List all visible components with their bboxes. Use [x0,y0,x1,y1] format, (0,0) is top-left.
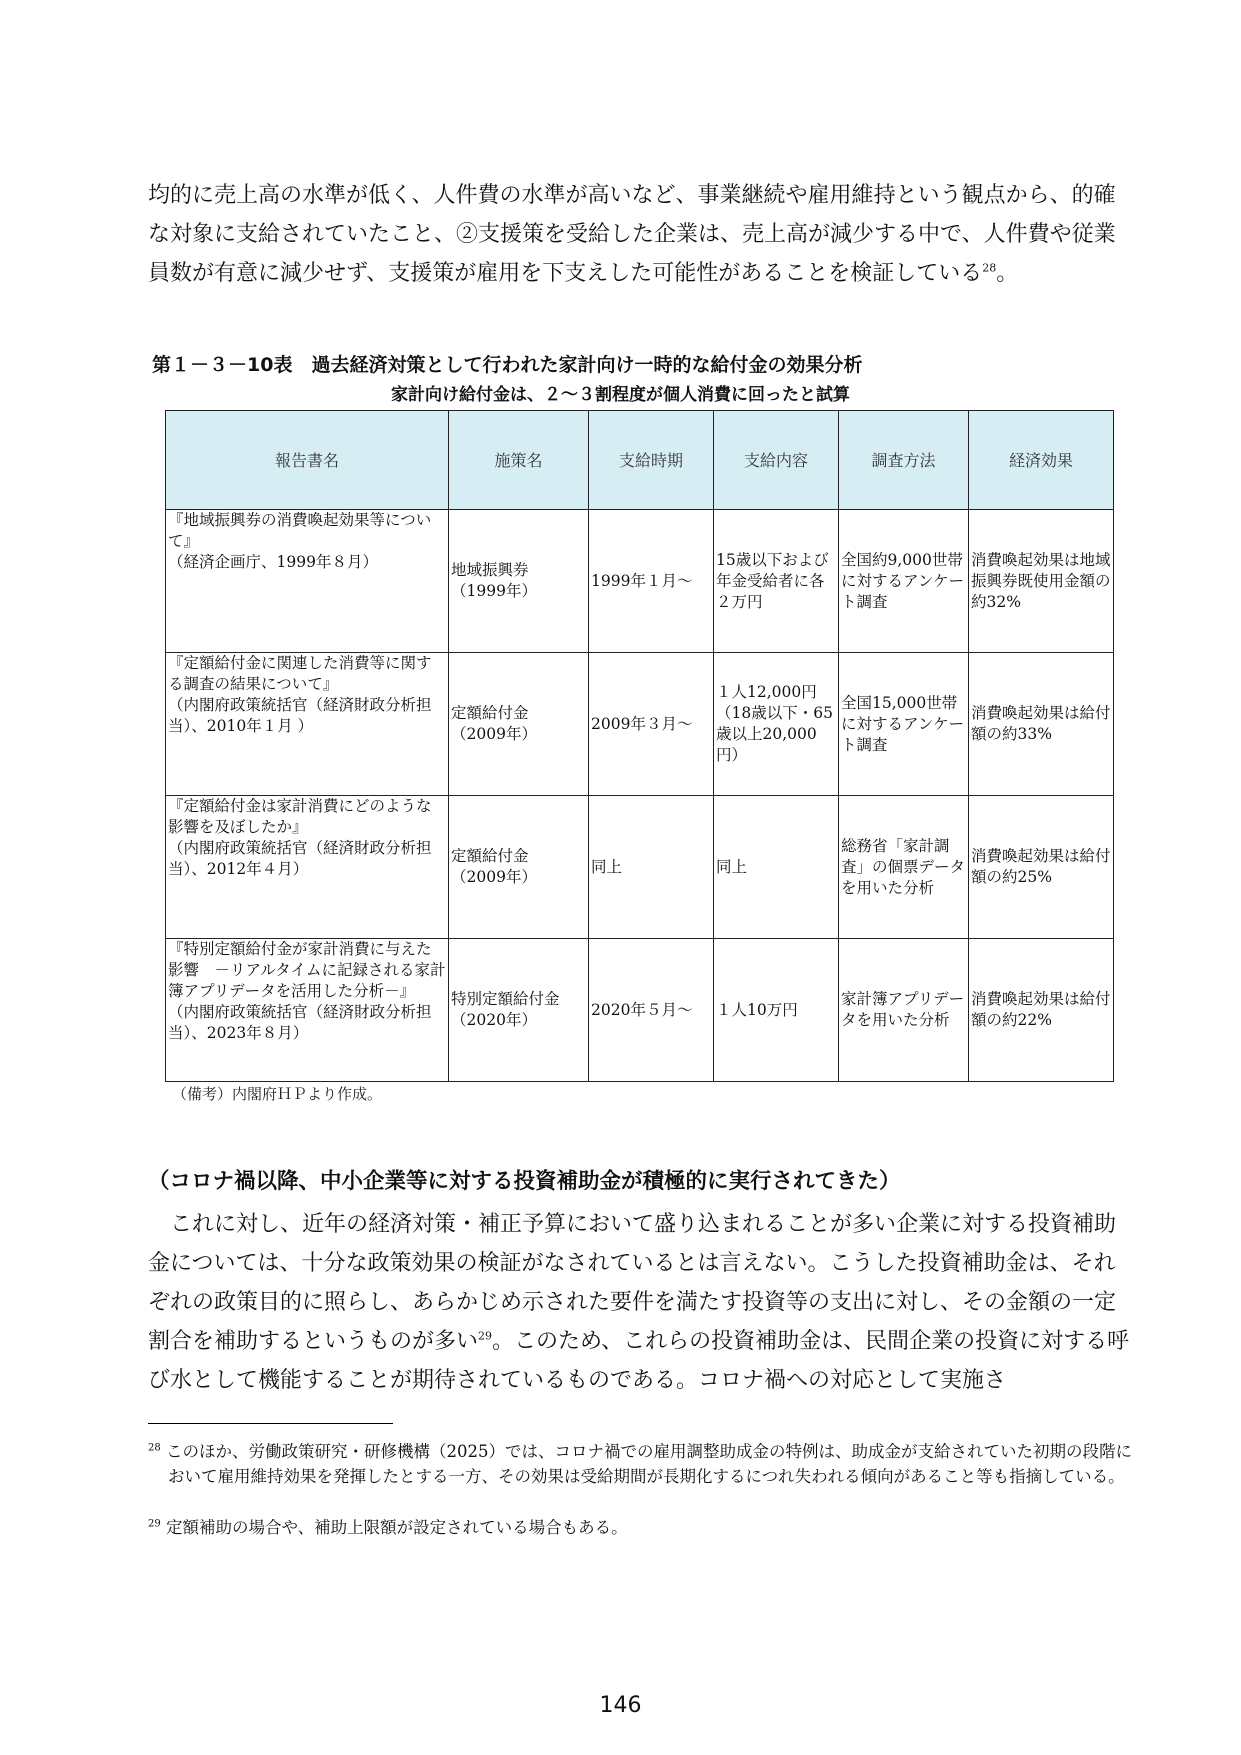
section-body-text-continued: 。このため、これらの投資補助金は、民間企業の投資に対する呼び水として機能することが期待されているものである。コロナ禍への対応として実施さ [148,1329,1130,1393]
cell-method: 全国約9,000世帯に対するアンケート調査 [839,510,969,653]
section-heading: （コロナ禍以降、中小企業等に対する投資補助金が積極的に実行されてきた） [148,1169,901,1194]
cell-effect: 消費喚起効果は地域振興券既使用金額の約32% [969,510,1114,653]
section-body-text: これに対し、近年の経済対策・補正予算において盛り込まれることが多い企業に対する投資補助金については、十分な政策効果の検証がなされているとは言えない。こうした投資補助金は、それぞれの政策目的に照らし、あらかじめ示された要件を満たす投資等の支出に対し、その金額の一定割合を補助するというものが多い [148,1212,1117,1354]
cell-measure: 特別定額給付金 （2020年） [449,939,589,1082]
table-row [166,653,1114,796]
cell-measure: 定額給付金 （2009年） [449,653,589,796]
footnote-text: このほか、労働政策研究・研修機構（2025）では、コロナ禍での雇用調整助成金の特例は、助成金が支給されていた初期の段階において雇用維持効果を発揮したとする一方、その効果は受給期間が長期化するにつれ失われる傾向があること等も指摘している。 [165,1442,1132,1486]
section-body [148,1205,1133,1400]
footnote-text: 定額補助の場合や、補助上限額が設定されている場合もある。 [165,1518,628,1537]
cell-method: 家計簿アプリデータを用いた分析 [839,939,969,1082]
cell-effect: 消費喚起効果は給付額の約33% [969,653,1114,796]
table-row [166,939,1114,1082]
footnote-divider [148,1423,393,1424]
header-effect: 経済効果 [969,411,1114,510]
cell-content: １人12,000円 （18歳以下・65歳以上20,000円） [714,653,839,796]
intro-text: 均的に売上高の水準が低く、人件費の水準が高いなど、事業継続や雇用維持という観点から、的確な対象に支給されていたこと、②支援策を受給した企業は、売上高が減少する中で、人件費や従業員数が有意に減少せず、支援策が雇用を下支えした可能性があることを検証している [148,183,1116,286]
intro-paragraph [148,176,1133,293]
header-method: 調査方法 [839,411,969,510]
footnote-ref-29[interactable]: 29 [478,1329,493,1343]
cell-content: 15歳以下および年金受給者に各２万円 [714,510,839,653]
footnote-28 [148,1439,1143,1489]
cell-report: 『特別定額給付金が家計消費に与えた影響 －リアルタイムに記録される家計簿アプリデータを活用した分析－』 （内閣府政策統括官（経済財政分析担当）、2023年８月） [166,939,449,1082]
table-row [166,796,1114,939]
cell-report: 『定額給付金に関連した消費等に関する調査の結果について』 （内閣府政策統括官（経済財政分析担当）、2010年１月 ） [166,653,449,796]
cell-measure: 定額給付金 （2009年） [449,796,589,939]
cell-report: 『地域振興券の消費喚起効果等について』 （経済企画庁、1999年８月） [166,510,449,653]
cell-method: 全国15,000世帯に対するアンケート調査 [839,653,969,796]
page-number: 146 [599,1693,642,1718]
footnote-number: 29 [148,1518,161,1530]
header-measure: 施策名 [449,411,589,510]
effects-table [165,410,1114,1082]
cell-period: 1999年１月～ [589,510,714,653]
footnote-29 [148,1515,1143,1540]
header-report: 報告書名 [166,411,449,510]
cell-period: 同上 [589,796,714,939]
cell-report: 『定額給付金は家計消費にどのような影響を及ぼしたか』 （内閣府政策統括官（経済財政分析担当）、2012年４月） [166,796,449,939]
cell-content: １人10万円 [714,939,839,1082]
cell-content: 同上 [714,796,839,939]
header-period: 支給時期 [589,411,714,510]
table-row [166,510,1114,653]
intro-end: 。 [996,261,1019,286]
table-note: （備考）内閣府ＨＰより作成。 [172,1085,383,1103]
table-subtitle: 家計向け給付金は、２～３割程度が個人消費に回ったと試算 [391,385,850,405]
cell-effect: 消費喚起効果は給付額の約22% [969,939,1114,1082]
table-title: 第１－３－10表 過去経済対策として行われた家計向け一時的な給付金の効果分析 [152,354,863,376]
header-content: 支給内容 [714,411,839,510]
cell-method: 総務省「家計調査」の個票データを用いた分析 [839,796,969,939]
cell-period: 2020年５月～ [589,939,714,1082]
footnote-number: 28 [148,1442,161,1454]
cell-period: 2009年３月～ [589,653,714,796]
table-header-row [166,411,1114,510]
cell-measure: 地域振興券 （1999年） [449,510,589,653]
footnote-ref-28[interactable]: 28 [982,261,997,275]
cell-effect: 消費喚起効果は給付額の約25% [969,796,1114,939]
